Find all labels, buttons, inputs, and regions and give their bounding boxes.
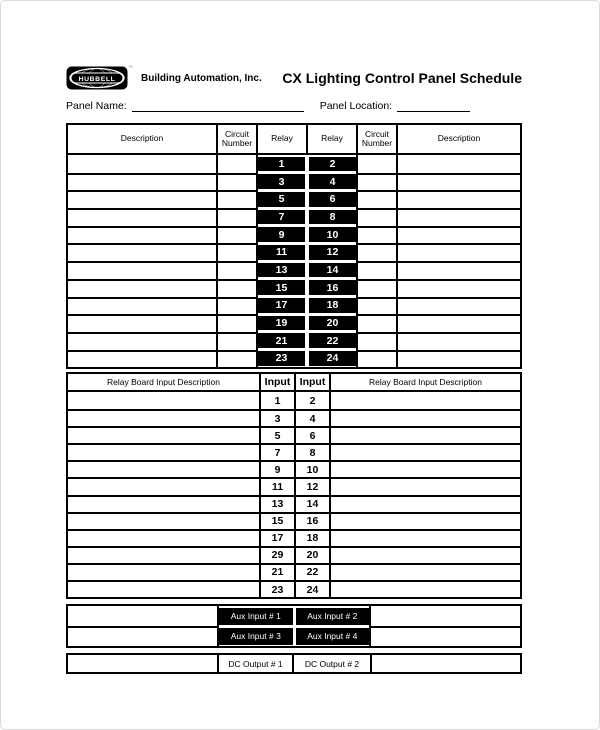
input-description-cell-right	[331, 580, 520, 597]
panel-name-blank-field	[132, 100, 304, 112]
description-cell-right	[398, 297, 520, 315]
input-row	[68, 546, 520, 563]
description-cell-right	[398, 243, 520, 261]
circuit-number-cell-right	[358, 190, 398, 208]
aux-input-row	[68, 626, 520, 646]
relay-rows	[68, 155, 520, 367]
dc-description-cell-left	[68, 655, 219, 672]
input-number: 12	[296, 477, 331, 494]
circuit-number-cell-left	[218, 243, 258, 261]
input-description-cell-right	[331, 392, 520, 409]
input-number: 14	[296, 495, 331, 512]
relay-number: 23	[258, 351, 305, 366]
relay-number: 13	[258, 263, 305, 278]
input-description-header-left: Relay Board Input Description	[68, 374, 261, 392]
relay-number: 20	[309, 316, 356, 331]
relay-number: 6	[309, 192, 356, 207]
relay-number: 9	[258, 227, 305, 242]
circuit-number-cell-right	[358, 173, 398, 191]
input-number: 20	[296, 546, 331, 563]
relay-number-pair	[258, 208, 358, 226]
input-description-cell-right	[331, 512, 520, 529]
circuit-number-cell-left	[218, 314, 258, 332]
hubbell-logo-text: HUBBELL	[78, 75, 116, 83]
input-number: 23	[261, 580, 296, 597]
circuit-number-header-right: Circuit Number	[358, 125, 398, 155]
input-description-cell-left	[68, 477, 261, 494]
relay-number: 24	[309, 351, 356, 366]
circuit-number-cell-left	[218, 190, 258, 208]
input-description-cell-left	[68, 495, 261, 512]
relay-number: 7	[258, 210, 305, 225]
hubbell-logo	[66, 66, 128, 90]
circuit-number-cell-right	[358, 243, 398, 261]
aux-description-cell-left	[68, 626, 219, 646]
input-row	[68, 460, 520, 477]
input-row	[68, 477, 520, 494]
relay-number: 22	[309, 333, 356, 348]
relay-number-pair	[258, 155, 358, 173]
trademark-symbol: ™	[128, 65, 133, 71]
description-cell-right	[398, 173, 520, 191]
input-description-cell-left	[68, 512, 261, 529]
input-number: 17	[261, 529, 296, 546]
input-number: 3	[261, 409, 296, 426]
relay-row	[68, 350, 520, 368]
input-row	[68, 443, 520, 460]
input-description-cell-right	[331, 495, 520, 512]
input-number: 15	[261, 512, 296, 529]
dc-output-1-cell: DC Output # 1	[219, 655, 294, 672]
relay-number-pair	[258, 226, 358, 244]
panel-info-line	[66, 97, 522, 112]
description-cell-left	[68, 350, 218, 368]
input-number: 10	[296, 460, 331, 477]
relay-number: 21	[258, 333, 305, 348]
aux-input-label: Aux Input # 4	[296, 628, 370, 645]
relay-number-pair	[258, 297, 358, 315]
input-row	[68, 512, 520, 529]
relay-number-pair	[258, 243, 358, 261]
input-description-cell-left	[68, 546, 261, 563]
input-row	[68, 409, 520, 426]
input-number: 2	[296, 392, 331, 409]
input-table-header	[68, 374, 520, 392]
circuit-number-cell-left	[218, 155, 258, 173]
input-description-cell-left	[68, 443, 261, 460]
input-description-cell-left	[68, 580, 261, 597]
relay-row	[68, 173, 520, 191]
aux-description-cell-right	[371, 606, 520, 626]
relay-number: 18	[309, 298, 356, 313]
input-description-cell-right	[331, 546, 520, 563]
description-cell-left	[68, 155, 218, 173]
circuit-number-cell-right	[358, 226, 398, 244]
page-title: CX Lighting Control Panel Schedule	[282, 70, 522, 86]
input-rows	[68, 392, 520, 597]
relay-header-left: Relay	[258, 125, 308, 155]
relay-number-pair	[258, 279, 358, 297]
description-cell-right	[398, 332, 520, 350]
circuit-number-header-left: Circuit Number	[218, 125, 258, 155]
input-number: 18	[296, 529, 331, 546]
input-number: 22	[296, 563, 331, 580]
relay-row	[68, 155, 520, 173]
relay-row	[68, 261, 520, 279]
relay-number: 11	[258, 245, 305, 260]
relay-number: 4	[309, 174, 356, 189]
input-number: 8	[296, 443, 331, 460]
input-number: 9	[261, 460, 296, 477]
relay-number: 3	[258, 174, 305, 189]
circuit-number-cell-right	[358, 297, 398, 315]
input-description-cell-left	[68, 409, 261, 426]
circuit-number-cell-left	[218, 279, 258, 297]
relay-header-right: Relay	[308, 125, 358, 155]
description-cell-left	[68, 332, 218, 350]
circuit-number-cell-right	[358, 155, 398, 173]
dc-output-2-cell: DC Output # 2	[294, 655, 372, 672]
circuit-number-cell-left	[218, 173, 258, 191]
relay-row	[68, 226, 520, 244]
circuit-number-cell-right	[358, 314, 398, 332]
brand-name: Building Automation, Inc.	[141, 72, 262, 84]
input-description-cell-left	[68, 460, 261, 477]
relay-schedule-table	[66, 123, 522, 369]
panel-location-blank-field	[397, 100, 470, 112]
input-number: 16	[296, 512, 331, 529]
input-header-left: Input	[261, 374, 296, 392]
relay-row	[68, 243, 520, 261]
input-row	[68, 392, 520, 409]
relay-table-header	[68, 125, 520, 155]
description-cell-left	[68, 261, 218, 279]
relay-number: 17	[258, 298, 305, 313]
description-cell-left	[68, 208, 218, 226]
input-number: 1	[261, 392, 296, 409]
dc-output-table	[66, 653, 522, 674]
relay-number: 19	[258, 316, 305, 331]
panel-name-label: Panel Name:	[66, 100, 127, 112]
relay-number-pair	[258, 190, 358, 208]
description-cell-left	[68, 279, 218, 297]
input-description-cell-left	[68, 563, 261, 580]
description-cell-left	[68, 173, 218, 191]
aux-input-pair	[219, 626, 371, 646]
input-description-cell-right	[331, 563, 520, 580]
input-number: 29	[261, 546, 296, 563]
description-header-left: Description	[68, 125, 218, 155]
relay-row	[68, 208, 520, 226]
input-row	[68, 580, 520, 597]
input-description-cell-right	[331, 460, 520, 477]
description-cell-right	[398, 208, 520, 226]
aux-input-label: Aux Input # 2	[296, 608, 370, 625]
description-cell-right	[398, 190, 520, 208]
relay-number: 12	[309, 245, 356, 260]
relay-row	[68, 297, 520, 315]
input-description-cell-left	[68, 529, 261, 546]
aux-input-pair	[219, 606, 371, 626]
input-number: 13	[261, 495, 296, 512]
input-number: 6	[296, 426, 331, 443]
input-row	[68, 529, 520, 546]
description-cell-left	[68, 314, 218, 332]
input-description-cell-right	[331, 409, 520, 426]
relay-number-pair	[258, 332, 358, 350]
relay-number: 8	[309, 210, 356, 225]
relay-number: 16	[309, 280, 356, 295]
input-row	[68, 426, 520, 443]
circuit-number-cell-left	[218, 350, 258, 368]
aux-input-label: Aux Input # 1	[219, 608, 293, 625]
description-cell-right	[398, 350, 520, 368]
input-description-cell-right	[331, 426, 520, 443]
description-cell-right	[398, 279, 520, 297]
input-header-right: Input	[296, 374, 331, 392]
description-cell-right	[398, 226, 520, 244]
input-row	[68, 563, 520, 580]
description-cell-left	[68, 297, 218, 315]
description-cell-left	[68, 226, 218, 244]
aux-input-label: Aux Input # 3	[219, 628, 293, 645]
input-row	[68, 495, 520, 512]
input-description-header-right: Relay Board Input Description	[331, 374, 520, 392]
description-cell-left	[68, 190, 218, 208]
circuit-number-cell-left	[218, 208, 258, 226]
relay-row	[68, 279, 520, 297]
relay-number-pair	[258, 261, 358, 279]
relay-row	[68, 332, 520, 350]
input-number: 7	[261, 443, 296, 460]
input-number: 11	[261, 477, 296, 494]
input-description-cell-left	[68, 426, 261, 443]
aux-description-cell-right	[371, 626, 520, 646]
dc-description-cell-right	[372, 655, 520, 672]
circuit-number-cell-right	[358, 332, 398, 350]
circuit-number-cell-right	[358, 261, 398, 279]
input-number: 5	[261, 426, 296, 443]
relay-number-pair	[258, 350, 358, 368]
panel-location-label: Panel Location:	[319, 100, 393, 112]
aux-input-table	[66, 604, 522, 648]
relay-number-pair	[258, 314, 358, 332]
relay-number: 14	[309, 263, 356, 278]
circuit-number-cell-right	[358, 279, 398, 297]
input-number: 21	[261, 563, 296, 580]
input-description-cell-right	[331, 529, 520, 546]
circuit-number-cell-right	[358, 350, 398, 368]
circuit-number-cell-right	[358, 208, 398, 226]
document-header	[66, 64, 522, 92]
dc-output-row	[68, 655, 520, 672]
relay-number: 1	[258, 157, 305, 172]
description-cell-right	[398, 155, 520, 173]
relay-row	[68, 190, 520, 208]
input-number: 4	[296, 409, 331, 426]
circuit-number-cell-left	[218, 226, 258, 244]
circuit-number-cell-left	[218, 261, 258, 279]
input-description-cell-right	[331, 443, 520, 460]
circuit-number-cell-left	[218, 297, 258, 315]
aux-description-cell-left	[68, 606, 219, 626]
relay-number: 5	[258, 192, 305, 207]
aux-input-row	[68, 606, 520, 626]
relay-board-input-table	[66, 372, 522, 599]
relay-number: 10	[309, 227, 356, 242]
relay-number: 2	[309, 157, 356, 172]
description-cell-right	[398, 261, 520, 279]
description-cell-left	[68, 243, 218, 261]
description-header-right: Description	[398, 125, 520, 155]
relay-number-pair	[258, 173, 358, 191]
description-cell-right	[398, 314, 520, 332]
input-description-cell-left	[68, 392, 261, 409]
input-description-cell-right	[331, 477, 520, 494]
relay-row	[68, 314, 520, 332]
input-number: 24	[296, 580, 331, 597]
circuit-number-cell-left	[218, 332, 258, 350]
relay-number: 15	[258, 280, 305, 295]
